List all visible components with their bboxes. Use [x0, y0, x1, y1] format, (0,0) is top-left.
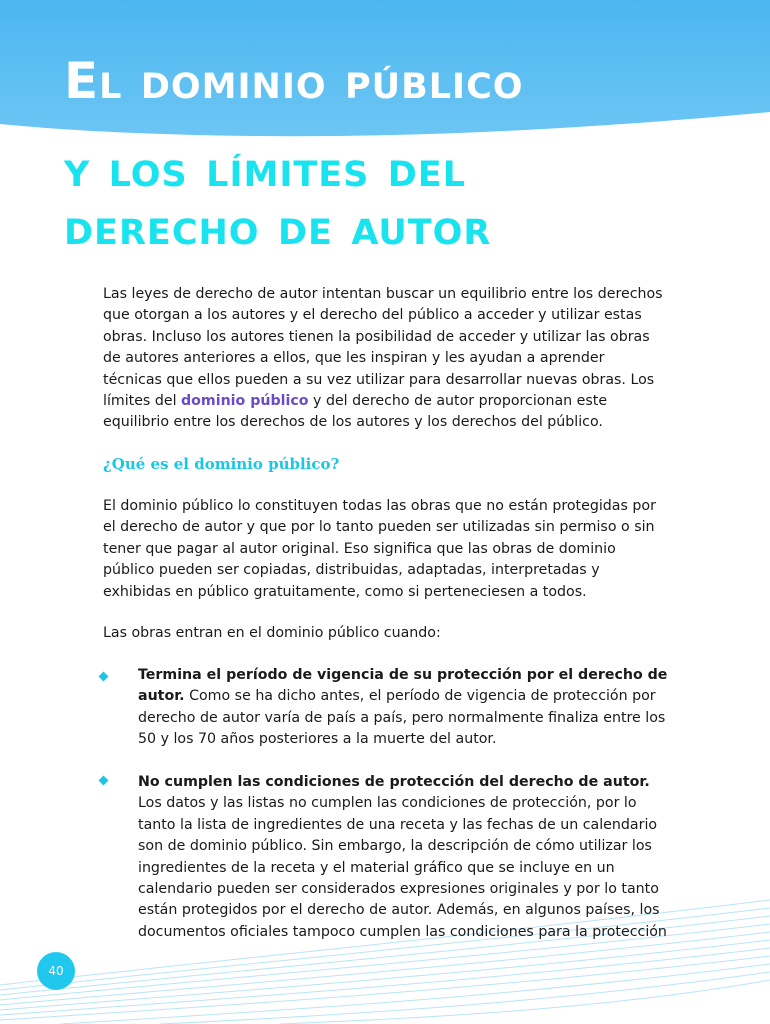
- title-line-1: El dominio público: [64, 52, 524, 110]
- bullet-diamond-icon: [99, 776, 109, 786]
- bullet-1-bold: Termina el período de vigencia de su protección por el derecho de autor.: [138, 667, 668, 705]
- bullet-item-1: [138, 665, 668, 751]
- section-heading: ¿Qué es el dominio público?: [103, 455, 340, 473]
- bullet-2-text: Los datos y las listas no cumplen las condiciones de protección, por lo tanto la lista de ingredientes de una receta y las fechas de un calendario son de dominio público. Sin embargo, la descripción de cómo utilizar los ingredientes de la receta y el material gráfico que se incluye en un calendario pueden ser considerados expresiones originales y por lo tanto están protegidos por el derecho de autor. Además, en algunos países, los documentos oficiales tampoco cumplen las condiciones para la protección: [138, 795, 667, 940]
- intro-text-start: Las leyes de derecho de autor intentan buscar un equilibrio entre los derechos que otorgan a los autores y el derecho del público a acceder y utilizar estas obras. Incluso los autores tienen la posibilidad de acceder y utilizar las obras de autores anteriores a ellos, que les inspiran y les ayudan a aprender técnicas que ellos pueden a su vez utilizar para desarrollar nuevas obras. Los límites del: [103, 286, 663, 410]
- bullet-diamond-icon: [99, 672, 109, 682]
- title-line-3: derecho de autor: [64, 198, 492, 256]
- bullet-1-text: Como se ha dicho antes, el período de vigencia de protección por derecho de autor varía de país a país, pero normalmente finaliza entre los 50 y los 70 años posteriores a la muerte del autor.: [138, 688, 666, 748]
- dominio-publico-link[interactable]: dominio público: [181, 393, 309, 410]
- bullet-2-bold: No cumplen las condiciones de protección del derecho de autor.: [138, 774, 650, 790]
- intro-paragraph: [103, 284, 663, 434]
- title-lines-2-3: [64, 140, 491, 256]
- lead-paragraph: Las obras entran en el dominio público cuando:: [103, 625, 441, 641]
- intro-text-end: y del derecho de autor proporcionan este equilibrio entre los derechos de los autores y los derechos del público.: [103, 393, 608, 431]
- title-line-2: y los límites del: [64, 140, 467, 198]
- definition-paragraph: El dominio público lo constituyen todas las obras que no están protegidas por el derecho de autor y que por lo tanto pueden ser utilizadas sin permiso o sin tener que pagar al autor original. Eso significa que las obras de dominio público pueden ser copiadas, distribuidas, adaptadas, interpretadas y exhibidas en público gratuitamente, como si perteneciesen a todos.: [103, 498, 656, 600]
- page-number-badge: 40: [37, 952, 75, 990]
- bullet-item-2: [138, 772, 668, 943]
